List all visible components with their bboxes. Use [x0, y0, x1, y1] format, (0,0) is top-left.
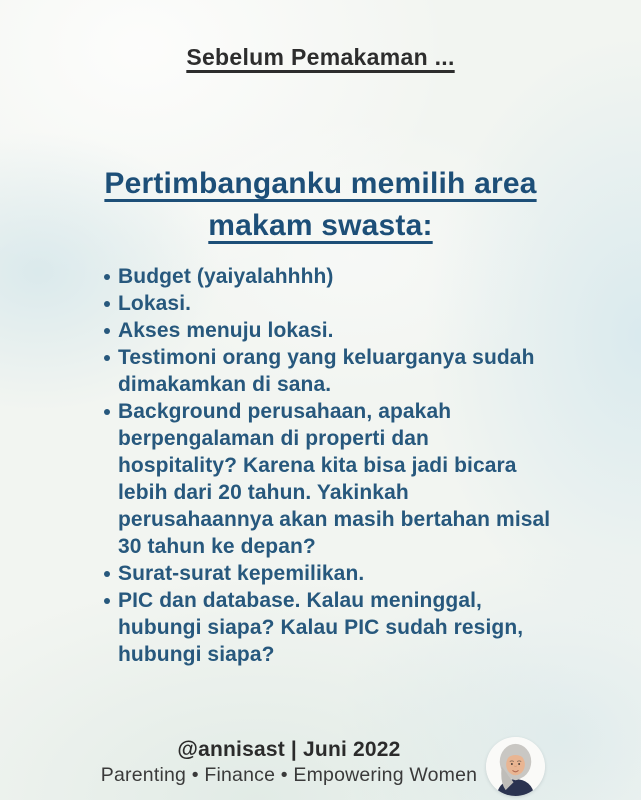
author-handle: @annisast | Juni 2022 [177, 738, 401, 761]
list-item: Surat-surat kepemilikan. [101, 560, 553, 587]
list-item: Background perusahaan, apakah berpengalaman di properti dan hospitality? Karena kita bisa jadi bicara lebih dari 20 tahun. Yakinkah perusahaannya akan masih bertahan misal 30 tahun ke depan? [101, 398, 553, 560]
list-item: Testimoni orang yang keluarganya sudah dimakamkan di sana. [101, 344, 553, 398]
considerations-list [101, 263, 553, 668]
avatar-illustration [486, 737, 545, 796]
list-item: PIC dan database. Kalau meninggal, hubungi siapa? Kalau PIC sudah resign, hubungi siapa? [101, 587, 553, 668]
list-item: Lokasi. [101, 290, 553, 317]
page-title-line-2: makam swasta: [208, 209, 433, 242]
slide-pretitle: Sebelum Pemakaman ... [186, 44, 455, 70]
list-item: Akses menuju lokasi. [101, 317, 553, 344]
author-tagline: Parenting • Finance • Empowering Women [100, 764, 478, 786]
page-title [0, 163, 641, 247]
profile-avatar-icon [486, 737, 545, 796]
page-title-line-1: Pertimbanganku memilih area [104, 167, 537, 200]
list-item: Budget (yaiyalahhhh) [101, 263, 553, 290]
